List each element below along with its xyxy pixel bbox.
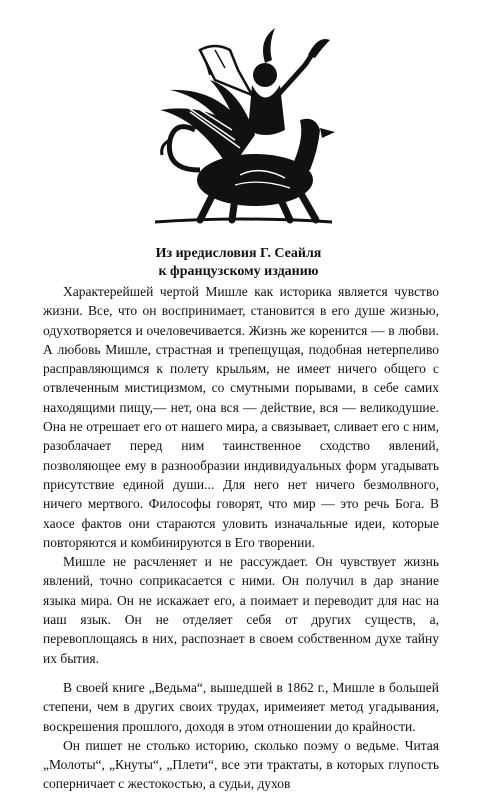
body-text xyxy=(43,282,439,794)
paragraph-2: Мишле не расчленяет и не рассуждает. Он чувствует жизнь явлений, точно соприкасается с ними. Он получил в дар знание языка мира. Он не искажает его, а поимает и переводит для нас на иаш язык. Он не отделяет себя от других существ, а, перевоплощаясь в них, распознает в своем собственном духе тайну их бытия. xyxy=(43,554,439,666)
paragraph-4: Он пишет не столько историю, сколько поэму о ведьме. Читая „Молоты“, „Кнуты“, „Плети“, все эти трактаты, в которых глупость соперничает с жестокостью, а судьи, духов xyxy=(43,737,439,792)
paragraph-gap xyxy=(43,668,439,678)
section-heading-line-1: Из иредисловия Г. Сеайля xyxy=(155,246,322,261)
griffin-vignette-illustration xyxy=(140,20,340,230)
paragraph-1: Характерейшей чертой Мишле как историка является чувство жизни. Все, что он воспринимает, становится в его душе жизнью, одухотворяется и очеловечивается. Жизнь же коренится — в любви. А любовь Мишле, страстная и трепещущая, подобная нетерпеливо расправляющимся к полету крыльям, не имеет ничего общего с отвлеченным мистицизмом, со смутными порывами, в себе самих находящими пищу,— нет, она вся — действие, вся — великодушие. Она не отрешает его от нашего мира, а связывает, сливает его с ним, разоблачает перед ним таинственное сходство явлений, позволяющее ему в разнообразии индивидуальных форм угадывать присутствие единой души... Для него нет ничего безмолвного, ничего мертвого. Философы говорят, что мир — это речь Бога. В хаосе фактов они стараются уловить изначальные идеи, которые повторяются и комбинируются в Его творении. xyxy=(43,284,439,550)
paragraph-3: В своей книге „Ведьма“, вышедшей в 1862 г., Мишле в большей степени, чем в других своих трудах, иримеияет метод угадывания, воскрешения прошлого, доходя в этом отношении до крайности. xyxy=(43,679,439,734)
section-heading-line-2: к французскому изданию xyxy=(158,264,319,279)
